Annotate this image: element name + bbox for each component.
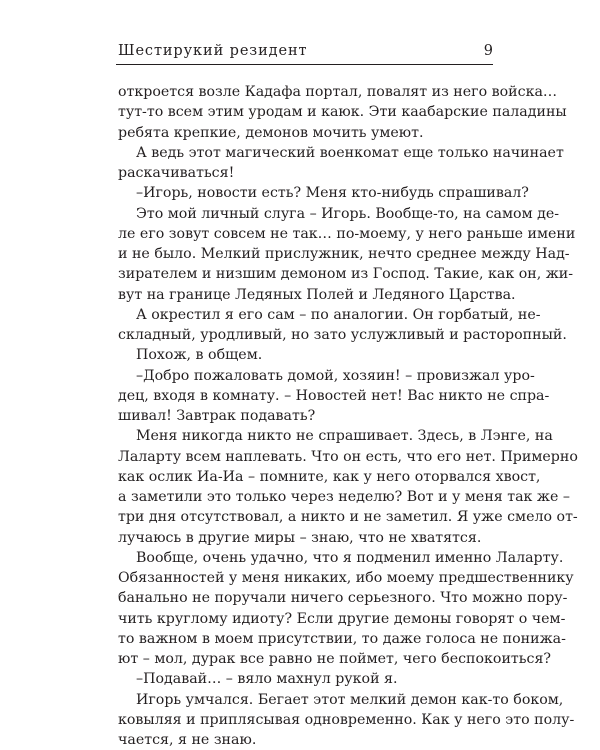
page-number: 9	[483, 43, 493, 59]
text-line: дец, входя в комнату. – Новостей нет! Вас никто не спра-	[118, 387, 550, 404]
text-line: лучаюсь в другие миры – знаю, что не хватятся.	[118, 529, 482, 546]
text-line: то важном в моем присутствии, то даже голоса не понижа-	[118, 630, 566, 647]
text-line: ковыляя и приплясывая одновременно. Как у него это полу-	[118, 711, 575, 728]
text-line: –Подавай… – вяло махнул рукой я.	[136, 671, 398, 688]
text-line: Лаларту всем наплевать. Что он есть, что его нет. Примерно	[118, 448, 578, 465]
text-line: Похож, в общем.	[136, 347, 263, 364]
text-line: –Добро пожаловать домой, хозяин! – провизжал уро-	[136, 367, 535, 384]
text-line: банально не поручали ничего серьезного. Что можно пору-	[118, 590, 568, 607]
text-line: Обязанностей у меня никаких, ибо моему предшественнику	[118, 570, 574, 586]
text-line: шивал! Завтрак подавать?	[118, 408, 316, 424]
text-line: откроется возле Кадафа портал, повалят из него войска…	[118, 84, 558, 100]
text-line: ребята крепкие, демонов мочить умеют.	[118, 124, 424, 141]
text-line: складный, уродливый, но зато услужливый и расторопный.	[118, 327, 567, 343]
running-title: Шестирукий резидент	[118, 43, 308, 59]
text-line: ют – мол, дурак все равно не поймет, чего беспокоиться?	[118, 651, 551, 667]
text-line: тут-то всем этим уродам и каюк. Эти каабарские паладины	[118, 104, 567, 121]
text-line: вут на границе Ледяных Полей и Ледяного Царства.	[118, 286, 516, 303]
text-line: Меня никогда никто не спрашивает. Здесь, в Лэнге, на	[136, 428, 553, 445]
text-line: как ослик Иа-Иа – помните, как у него оторвался хвост,	[118, 468, 541, 485]
text-line: раскачиваться!	[118, 165, 235, 181]
text-line: Вообще, очень удачно, что я подменил именно Лаларту.	[136, 549, 564, 566]
text-line: зирателем и низшим демоном из Господ. Такие, как он, жи-	[118, 266, 574, 283]
body-text	[118, 82, 578, 750]
text-line: чить круглому идиоту? Если другие демоны говорят о чем-	[118, 610, 566, 627]
text-line: чается, я не знаю.	[118, 732, 257, 748]
text-line: а заметили это только через неделю? Вот и у меня так же –	[118, 489, 570, 505]
text-line: Игорь умчался. Бегает этот мелкий демон как-то боком,	[136, 691, 564, 708]
text-line: Это мой личный слуга – Игорь. Вообще-то, на самом де-	[136, 205, 560, 222]
text-line: А ведь этот магический военкомат еще только начинает	[136, 144, 564, 161]
text-line: –Игорь, новости есть? Меня кто-нибудь спрашивал?	[136, 185, 529, 202]
text-line: ле его зовут совсем не так… по-моему, у него раньше имени	[118, 225, 576, 242]
running-header	[116, 42, 493, 65]
text-line: А окрестил я его сам – по аналогии. Он горбатый, не-	[136, 306, 541, 323]
text-line: и не было. Мелкий прислужник, нечто среднее между Над-	[118, 246, 570, 262]
text-line: три дня отсутствовал, а никто и не заметил. Я уже смело от-	[118, 509, 578, 526]
